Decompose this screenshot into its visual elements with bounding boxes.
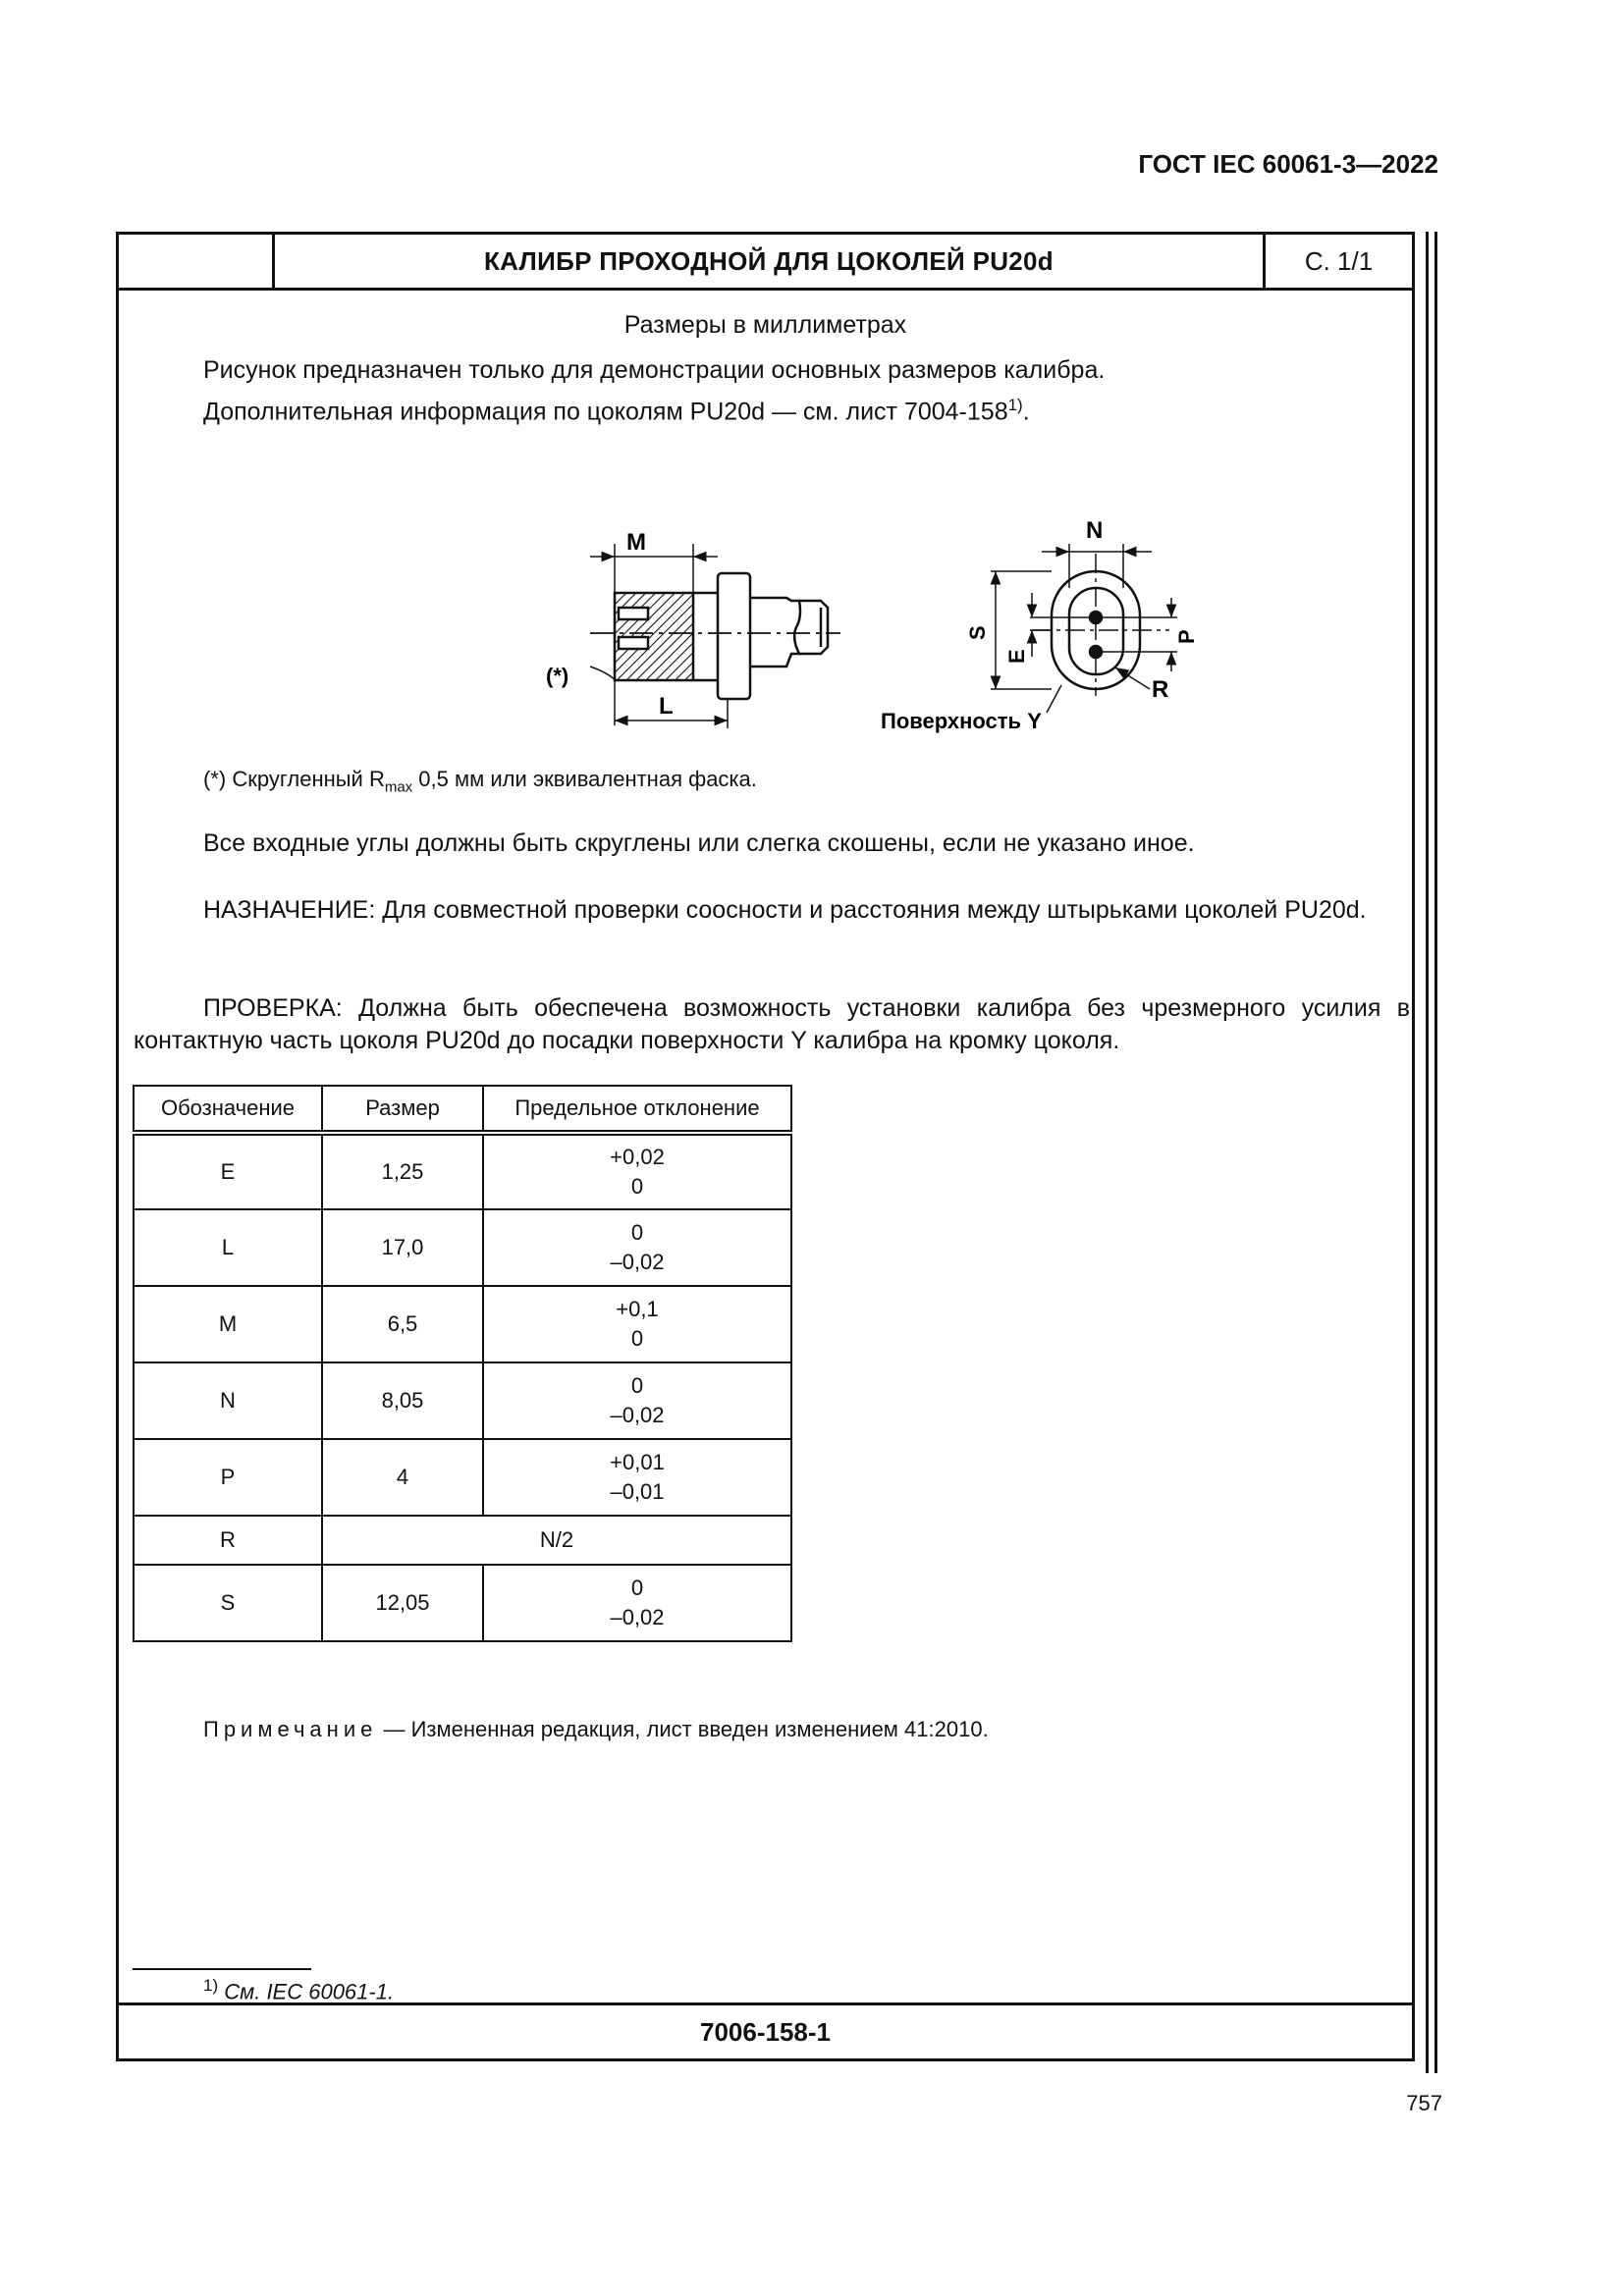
cell-symbol: L xyxy=(134,1209,322,1286)
label-M: M xyxy=(626,529,646,556)
cell-merged-value: N/2 xyxy=(322,1516,791,1565)
check-paragraph: ПРОВЕРКА: Должна быть обеспечена возможность установки калибра без чрезмерного усилия в контактную часть цоколя PU20d до посадки поверхности Y калибра на кромку цоколя. xyxy=(134,994,1410,1054)
cell-tolerance: +0,01 –0,01 xyxy=(483,1439,791,1516)
sheet-frame xyxy=(116,232,1415,2061)
cell-tolerance: 0 –0,02 xyxy=(483,1209,791,1286)
cell-size: 1,25 xyxy=(322,1133,483,1209)
note xyxy=(203,1717,989,1742)
gauge-shank xyxy=(750,598,800,667)
sheet-header xyxy=(119,235,1412,291)
label-N: N xyxy=(1086,517,1104,544)
cell-size: 8,05 xyxy=(322,1362,483,1439)
cell-size: 17,0 xyxy=(322,1209,483,1286)
table-row xyxy=(134,1516,791,1565)
cell-symbol: P xyxy=(134,1439,322,1516)
cell-symbol: N xyxy=(134,1362,322,1439)
pin-hole-lower xyxy=(619,637,648,649)
cell-tolerance: 0 –0,02 xyxy=(483,1565,791,1641)
frame-rail xyxy=(1434,232,1437,2073)
label-S: S xyxy=(965,625,990,640)
table-header-row xyxy=(134,1086,791,1133)
cell-tolerance: 0 –0,02 xyxy=(483,1362,791,1439)
col-header-symbol: Обозначение xyxy=(134,1086,322,1133)
standard-code: ГОСТ IEC 60061-3—2022 xyxy=(1138,149,1438,179)
table-row xyxy=(134,1286,791,1362)
cell-symbol: E xyxy=(134,1133,322,1209)
cell-size: 12,05 xyxy=(322,1565,483,1641)
cell-tolerance: +0,02 0 xyxy=(483,1133,791,1209)
label-asterisk: (*) xyxy=(546,664,569,688)
label-R: R xyxy=(1152,676,1169,703)
intro-text xyxy=(203,352,1105,429)
gauge-drawing xyxy=(404,446,1248,760)
header-blank-cell xyxy=(119,235,275,288)
table-row xyxy=(134,1439,791,1516)
table-row xyxy=(134,1565,791,1641)
col-header-tolerance: Предельное отклонение xyxy=(483,1086,791,1133)
table-row xyxy=(134,1209,791,1286)
purpose-paragraph: НАЗНАЧЕНИЕ: Для совместной проверки соосности и расстояния между штырьками цоколей PU20d. xyxy=(203,896,1367,924)
cell-symbol: S xyxy=(134,1565,322,1641)
sheet-title: КАЛИБР ПРОХОДНОЙ ДЛЯ ЦОКОЛЕЙ PU20d xyxy=(275,235,1266,288)
pin-hole-upper xyxy=(619,608,648,619)
frame-rail xyxy=(1426,232,1429,2073)
cell-symbol: R xyxy=(134,1516,322,1565)
page-number: 757 xyxy=(1406,2091,1442,2115)
cell-size: 4 xyxy=(322,1439,483,1516)
note-text: — Измененная редакция, лист введен изменением 41:2010. xyxy=(377,1717,989,1741)
table-row xyxy=(134,1362,791,1439)
sheet-page: С. 1/1 xyxy=(1304,246,1374,276)
cell-tolerance: +0,1 0 xyxy=(483,1286,791,1362)
intro-line-2: Дополнительная информация по цоколям PU20d — см. лист 7004-158$^{1)}$. xyxy=(203,396,1030,426)
col-header-size: Размер xyxy=(322,1086,483,1133)
front-view xyxy=(991,544,1177,713)
footnote: $^{1)}$ См. IEC 60061-1. xyxy=(203,1976,395,2004)
intro-line-1: Рисунок предназначен только для демонстрации основных размеров калибра. xyxy=(203,356,1106,384)
cell-size: 6,5 xyxy=(322,1286,483,1362)
units-note: Размеры в миллиметрах xyxy=(623,311,907,339)
note-label: Примечание xyxy=(203,1717,378,1741)
footnote-divider xyxy=(133,1968,311,1970)
label-L: L xyxy=(659,693,674,720)
table-row xyxy=(134,1133,791,1209)
footnote-ref: 1) xyxy=(1007,396,1023,414)
corners-note: Все входные углы должны быть скруглены или слегка скошены, если не указано иное. xyxy=(203,829,1195,857)
cell-symbol: M xyxy=(134,1286,322,1362)
label-P: P xyxy=(1174,629,1199,644)
sheet-code: 7006-158-1 xyxy=(119,2002,1412,2058)
side-view xyxy=(590,544,840,728)
label-E: E xyxy=(1004,649,1029,664)
label-surface-y: Поверхность Y xyxy=(881,709,1042,733)
dimensions-table xyxy=(133,1085,792,1642)
rounding-note: (*) Скругленный $R_{max}$ 0,5 мм или эквивалентная фаска. xyxy=(203,767,757,796)
gauge-flange xyxy=(718,573,750,699)
